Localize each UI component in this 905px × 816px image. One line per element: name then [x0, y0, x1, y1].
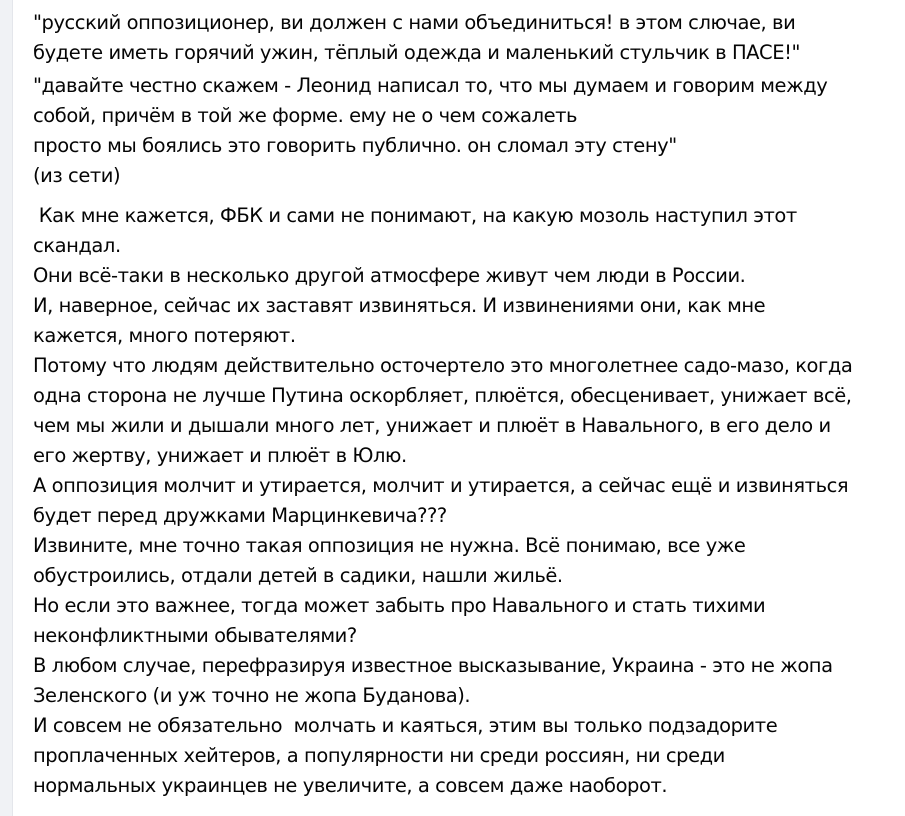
text-line: Но если это важнее, тогда может забыть про Навального и стать тихими	[33, 594, 766, 617]
text-line: просто мы боялись это говорить публично. он сломал эту стену"	[33, 134, 677, 157]
text-line: одна сторона не лучше Путина оскорбляет, плюётся, обесценивает, унижает всё,	[33, 384, 852, 407]
text-line: А оппозиция молчит и утирается, молчит и утирается, а сейчас ещё и извиняться	[33, 474, 849, 497]
text-line: скандал.	[33, 234, 121, 257]
text-line: Потому что людям действительно осточертело это многолетнее садо-мазо, когда	[33, 354, 853, 377]
text-line: нормальных украинцев не увеличите, а совсем даже наоборот.	[33, 774, 668, 797]
text-line: чем мы жили и дышали много лет, унижает и плюёт в Навального, в его дело и	[33, 414, 831, 437]
text-line: "русский оппозиционер, ви должен с нами объединиться! в этом слючае, ви	[33, 11, 796, 34]
text-line: будет перед дружками Марцинкевича???	[33, 504, 447, 527]
text-line: Извините, мне точно такая оппозиция не нужна. Всё понимаю, все уже	[33, 534, 746, 557]
text-line: В любом случае, перефразируя известное высказывание, Украина - это не жопа	[33, 654, 833, 677]
text-line: (из сети)	[33, 164, 121, 187]
text-line: "давайте честно скажем - Леонид написал то, что мы думаем и говорим между	[33, 74, 828, 97]
quote-paragraph-2	[33, 71, 893, 191]
post-card	[12, 0, 905, 816]
text-line: Зеленского (и уж точно не жопа Буданова).	[33, 684, 471, 707]
body-paragraph	[33, 201, 893, 801]
text-line: И совсем не обязательно молчать и каяться, этим вы только подзадорите	[33, 714, 778, 737]
text-line: его жертву, унижает и плюёт в Юлю.	[33, 444, 407, 467]
text-line: будете иметь горячий ужин, тёплый одежда и маленький стульчик в ПАСЕ!"	[33, 41, 800, 64]
text-line: Как мне кажется, ФБК и сами не понимают, на какую мозоль наступил этот	[33, 204, 797, 227]
text-line: кажется, много потеряют.	[33, 324, 296, 347]
text-line: неконфликтными обывателями?	[33, 624, 357, 647]
text-line: проплаченных хейтеров, а популярности ни среди россиян, ни среди	[33, 744, 725, 767]
text-line: Они всё-таки в несколько другой атмосфере живут чем люди в России.	[33, 264, 746, 287]
text-line: обустроились, отдали детей в садики, нашли жильё.	[33, 564, 563, 587]
post-text	[33, 8, 893, 801]
text-line: И, наверное, сейчас их заставят извиняться. И извинениями они, как мне	[33, 294, 766, 317]
text-line: собой, причём в той же форме. ему не о чем сожалеть	[33, 104, 578, 127]
quote-paragraph-1	[33, 8, 893, 68]
